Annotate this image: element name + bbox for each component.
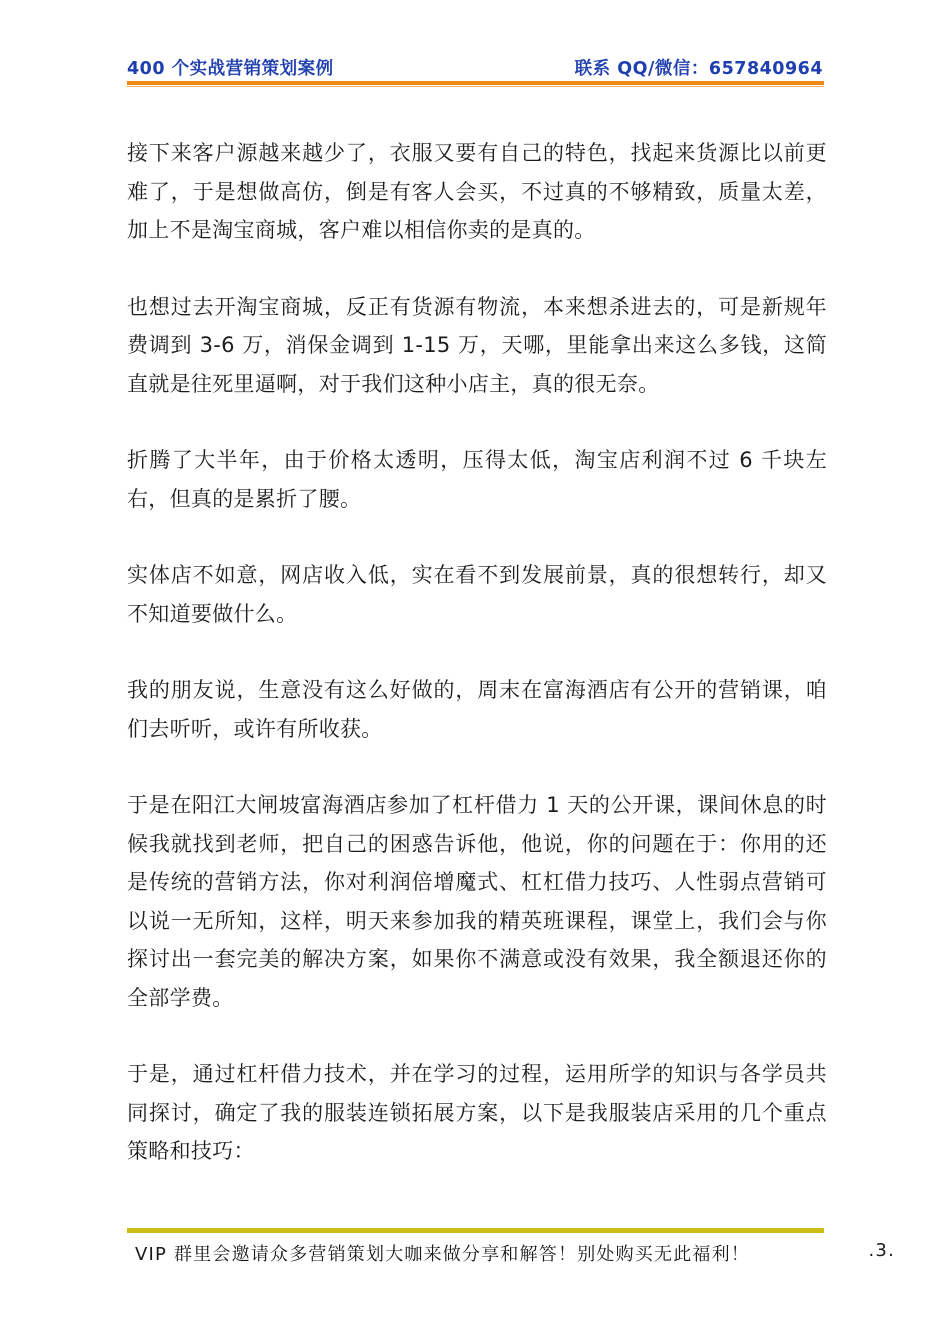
paragraph: 于是，通过杠杆借力技术，并在学习的过程，运用所学的知识与各学员共同探讨，确定了我的服装连锁拓展方案，以下是我服装店采用的几个重点策略和技巧： — [127, 1062, 827, 1163]
header-contact: 联系 QQ/微信：657840964 — [574, 59, 823, 79]
paragraph: 于是在阳江大闸坡富海酒店参加了杠杆借力 1 天的公开课，课间休息的时候我就找到老师，把自己的困惑告诉他，他说，你的问题在于：你用的还是传统的营销方法，你对利润倍增魔式、杠杠借力技巧、人性弱点营销可以说一无所知，这样，明天来参加我的精英班课程，课堂上，我们会与你探讨出一套完美的解决方案，如果你不满意或没有效果，我全额退还你的全部学费。 — [127, 793, 827, 1010]
page-header — [127, 52, 823, 82]
paragraph: 接下来客户源越来越少了，衣服又要有自己的特色，找起来货源比以前更难了，于是想做高仿，倒是有客人会买，不过真的不够精致，质量太差，加上不是淘宝商城，客户难以相信你卖的是真的。 — [127, 141, 827, 242]
page-footer — [135, 1240, 895, 1268]
document-body — [127, 134, 827, 1209]
footer-text: VIP 群里会邀请众多营销策划大咖来做分享和解答！别处购买无此福利！ — [135, 1244, 750, 1265]
page-number: .3. — [868, 1240, 895, 1261]
paragraph: 也想过去开淘宝商城，反正有货源有物流，本来想杀进去的，可是新规年费调到 3-6 万，消保金调到 1-15 万，天哪，里能拿出来这么多钱，这简直就是往死里逼啊，对于我们这种小店主，真的很无奈。 — [127, 294, 827, 396]
paragraph: 实体店不如意，网店收入低，实在看不到发展前景，真的很想转行，却又不知道要做什么。 — [127, 563, 827, 626]
header-divider — [127, 81, 824, 85]
paragraph: 我的朋友说，生意没有这么好做的，周末在富海酒店有公开的营销课，咱们去听听，或许有所收获。 — [127, 678, 827, 741]
paragraph: 折腾了大半年，由于价格太透明，压得太低，淘宝店利润不过 6 千块左右，但真的是累折了腰。 — [127, 448, 827, 511]
header-divider-thin — [127, 86, 824, 87]
header-title: 400 个实战营销策划案例 — [127, 59, 334, 79]
footer-divider — [127, 1228, 824, 1233]
